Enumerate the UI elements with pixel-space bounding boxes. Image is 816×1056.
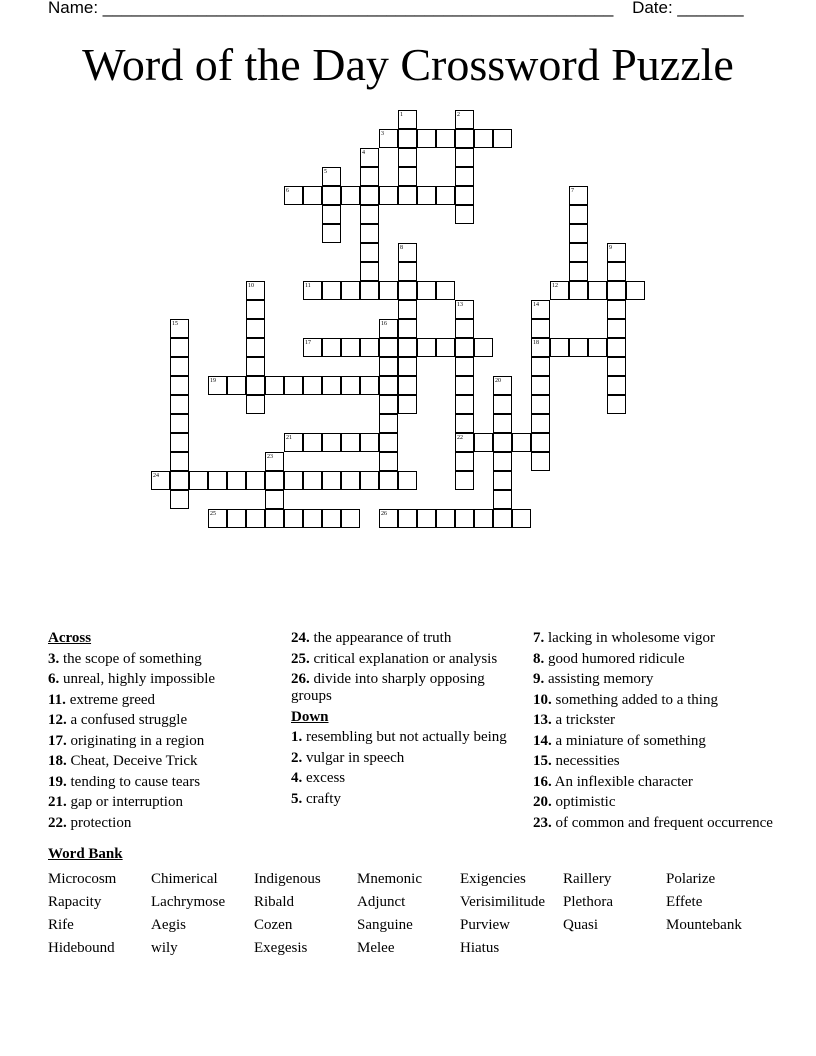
clue-item — [48, 753, 283, 770]
clue-number: 20 — [495, 378, 501, 384]
word-bank-word: Hiatus — [460, 940, 500, 956]
grid-cell[interactable] — [398, 300, 417, 319]
grid-cell[interactable] — [322, 338, 341, 357]
grid-cell[interactable] — [607, 281, 626, 300]
clue-item — [291, 651, 521, 668]
clue-text: originating in a region — [66, 732, 205, 749]
grid-cell[interactable] — [322, 376, 341, 395]
clue-text: divide into sharply opposing groups — [291, 671, 485, 704]
grid-cell[interactable] — [322, 471, 341, 490]
grid-cell[interactable] — [360, 186, 379, 205]
clue-item — [291, 791, 521, 808]
grid-cell[interactable] — [455, 319, 474, 338]
clue-number-label: 24. — [291, 630, 310, 646]
grid-cell[interactable] — [284, 376, 303, 395]
grid-cell[interactable] — [322, 509, 341, 528]
clue-number-label: 13. — [533, 712, 552, 728]
grid-cell[interactable] — [493, 414, 512, 433]
grid-cell[interactable] — [379, 414, 398, 433]
word-bank-word: Hidebound — [48, 940, 115, 956]
grid-cell[interactable] — [455, 167, 474, 186]
grid-cell[interactable] — [246, 319, 265, 338]
grid-cell[interactable] — [398, 319, 417, 338]
clue-number-label: 25. — [291, 650, 310, 667]
clue-text: resembling but not actually being — [302, 729, 507, 745]
word-bank-word: Raillery — [563, 871, 612, 887]
grid-cell[interactable] — [189, 471, 208, 490]
grid-cell[interactable] — [379, 395, 398, 414]
grid-cell[interactable] — [569, 281, 588, 300]
clues-column-3 — [533, 630, 773, 835]
grid-cell[interactable] — [436, 338, 455, 357]
grid-cell[interactable] — [246, 509, 265, 528]
clue-text: An inflexible character — [551, 773, 693, 790]
grid-cell[interactable] — [455, 452, 474, 471]
grid-cell[interactable] — [322, 433, 341, 452]
clue-number: 1 — [400, 112, 403, 118]
clue-text: something added to a thing — [551, 691, 718, 708]
grid-cell[interactable] — [550, 338, 569, 357]
name-field[interactable]: Name: ______________________________________________________ — [48, 0, 614, 17]
clue-item — [291, 750, 521, 767]
clue-item — [48, 651, 283, 668]
grid-cell[interactable] — [398, 148, 417, 167]
date-field[interactable]: Date: _______ — [632, 0, 744, 17]
down-heading: Down — [291, 708, 329, 725]
word-bank-word: Microcosm — [48, 871, 117, 887]
grid-cell[interactable] — [455, 471, 474, 490]
grid-cell[interactable] — [322, 281, 341, 300]
clue-number-label: 2. — [291, 749, 303, 766]
grid-cell[interactable] — [398, 471, 417, 490]
grid-cell[interactable] — [398, 262, 417, 281]
clue-text: crafty — [302, 790, 341, 807]
grid-cell[interactable] — [322, 186, 341, 205]
grid-cell[interactable] — [398, 338, 417, 357]
grid-cell[interactable] — [246, 395, 265, 414]
word-bank-title: Word Bank — [48, 846, 123, 862]
clue-number-label: 4. — [291, 770, 303, 786]
grid-cell[interactable] — [455, 205, 474, 224]
word-bank-word: Mountebank — [666, 917, 742, 933]
grid-cell[interactable] — [360, 243, 379, 262]
grid-cell[interactable] — [436, 281, 455, 300]
grid-cell[interactable] — [341, 471, 360, 490]
grid-cell[interactable] — [303, 186, 322, 205]
word-bank-word: Exegesis — [254, 940, 308, 956]
grid-cell[interactable] — [493, 395, 512, 414]
grid-cell[interactable] — [512, 509, 531, 528]
grid-cell[interactable] — [417, 281, 436, 300]
grid-cell[interactable] — [360, 433, 379, 452]
clue-text: a trickster — [551, 712, 616, 728]
grid-cell[interactable] — [360, 205, 379, 224]
clue-number-label: 16. — [533, 773, 552, 790]
grid-cell[interactable] — [398, 129, 417, 148]
clue-item — [533, 794, 773, 811]
clue-text: lacking in wholesome vigor — [544, 630, 716, 646]
word-bank-row — [48, 937, 788, 960]
clue-number: 13 — [457, 302, 463, 308]
word-bank-word: Quasi — [563, 917, 598, 933]
grid-cell[interactable] — [607, 338, 626, 357]
grid-cell[interactable] — [170, 357, 189, 376]
word-bank-row — [48, 914, 788, 937]
grid-cell[interactable] — [588, 281, 607, 300]
clue-number-label: 14. — [533, 732, 552, 749]
word-bank-word: Exigencies — [460, 871, 526, 887]
grid-cell[interactable] — [607, 395, 626, 414]
word-bank-word: Melee — [357, 940, 395, 956]
clue-text: excess — [302, 770, 346, 786]
word-bank-word: Rife — [48, 917, 74, 933]
clue-number-label: 5. — [291, 790, 303, 807]
clue-number-label: 11. — [48, 691, 66, 708]
grid-cell[interactable] — [360, 376, 379, 395]
grid-cell[interactable] — [303, 433, 322, 452]
clue-item — [533, 712, 773, 729]
clue-text: gap or interruption — [66, 794, 183, 810]
word-bank-word: Adjunct — [357, 894, 406, 910]
grid-cell[interactable] — [341, 338, 360, 357]
grid-cell[interactable] — [246, 338, 265, 357]
grid-cell[interactable] — [360, 471, 379, 490]
clue-text: tending to cause tears — [66, 773, 201, 790]
grid-cell[interactable] — [607, 357, 626, 376]
clue-text: critical explanation or analysis — [309, 650, 498, 667]
grid-cell[interactable] — [493, 471, 512, 490]
word-bank-word: Verisimilitude — [460, 894, 545, 910]
across-clue-list-continued — [291, 630, 521, 705]
grid-cell[interactable] — [607, 300, 626, 319]
grid-cell[interactable] — [379, 471, 398, 490]
word-bank-word: Indigenous — [254, 871, 321, 887]
down-clue-list — [291, 729, 521, 808]
grid-cell[interactable] — [303, 509, 322, 528]
clue-number-label: 18. — [48, 753, 67, 769]
clue-item — [533, 671, 773, 688]
grid-cell[interactable] — [455, 509, 474, 528]
grid-cell[interactable] — [493, 129, 512, 148]
clue-number: 6 — [286, 188, 289, 194]
clue-number-label: 10. — [533, 691, 552, 708]
grid-cell[interactable] — [455, 338, 474, 357]
clue-number-label: 6. — [48, 671, 60, 687]
clue-number: 17 — [305, 340, 311, 346]
grid-cell[interactable] — [493, 452, 512, 471]
clue-number: 4 — [362, 150, 365, 156]
grid-cell[interactable] — [474, 509, 493, 528]
clue-text: protection — [66, 814, 132, 831]
clue-number: 2 — [457, 112, 460, 118]
grid-cell[interactable] — [531, 433, 550, 452]
clue-number-label: 21. — [48, 794, 67, 810]
clue-number: 15 — [172, 321, 178, 327]
clue-number: 5 — [324, 169, 327, 175]
grid-cell[interactable] — [455, 357, 474, 376]
grid-cell[interactable] — [170, 452, 189, 471]
grid-cell[interactable] — [493, 490, 512, 509]
clue-number: 16 — [381, 321, 387, 327]
word-bank-word: Ribald — [254, 894, 294, 910]
grid-cell[interactable] — [360, 262, 379, 281]
grid-cell[interactable] — [265, 509, 284, 528]
clue-number-label: 15. — [533, 753, 552, 769]
grid-cell[interactable] — [303, 376, 322, 395]
clue-text: of common and frequent occurrence — [551, 814, 773, 831]
grid-cell[interactable] — [398, 376, 417, 395]
clue-number: 9 — [609, 245, 612, 251]
clue-number: 24 — [153, 473, 159, 479]
clue-number: 12 — [552, 283, 558, 289]
clue-text: good humored ridicule — [544, 650, 685, 667]
clue-item — [533, 692, 773, 709]
word-bank-word: wily — [151, 940, 178, 956]
clue-number: 14 — [533, 302, 539, 308]
grid-cell[interactable] — [436, 186, 455, 205]
clue-number-label: 12. — [48, 712, 67, 728]
grid-cell[interactable] — [208, 471, 227, 490]
grid-cell[interactable] — [531, 376, 550, 395]
clue-number-label: 22. — [48, 814, 67, 831]
grid-cell[interactable] — [246, 471, 265, 490]
clue-item — [48, 815, 283, 832]
grid-cell[interactable] — [341, 376, 360, 395]
grid-cell[interactable] — [569, 205, 588, 224]
grid-cell[interactable] — [379, 338, 398, 357]
grid-cell[interactable] — [569, 262, 588, 281]
word-bank-row — [48, 868, 788, 891]
clue-number: 25 — [210, 511, 216, 517]
grid-cell[interactable] — [569, 338, 588, 357]
clue-item — [291, 671, 521, 705]
grid-cell[interactable] — [379, 376, 398, 395]
grid-cell[interactable] — [531, 357, 550, 376]
grid-cell[interactable] — [227, 471, 246, 490]
grid-cell[interactable] — [607, 319, 626, 338]
grid-cell[interactable] — [246, 357, 265, 376]
grid-cell[interactable] — [341, 509, 360, 528]
clue-number-label: 3. — [48, 650, 60, 667]
grid-cell[interactable] — [417, 338, 436, 357]
clue-text: necessities — [551, 753, 620, 769]
clue-text: unreal, highly impossible — [59, 671, 216, 687]
clue-number: 8 — [400, 245, 403, 251]
clue-number-label: 17. — [48, 732, 67, 749]
grid-cell[interactable] — [398, 357, 417, 376]
grid-cell[interactable] — [626, 281, 645, 300]
grid-cell[interactable] — [398, 509, 417, 528]
clue-text: extreme greed — [65, 691, 156, 708]
clue-text: the scope of something — [59, 650, 202, 667]
grid-cell[interactable] — [170, 414, 189, 433]
grid-cell[interactable] — [170, 433, 189, 452]
clue-number-label: 19. — [48, 773, 67, 790]
word-bank-word: Mnemonic — [357, 871, 422, 887]
clue-text: assisting memory — [544, 671, 654, 687]
clue-item — [533, 774, 773, 791]
grid-cell[interactable] — [531, 319, 550, 338]
clue-item — [291, 630, 521, 647]
grid-cell[interactable] — [512, 433, 531, 452]
clue-item — [533, 630, 773, 647]
clue-number-label: 1. — [291, 729, 303, 745]
grid-cell[interactable] — [170, 376, 189, 395]
word-bank-word: Aegis — [151, 917, 186, 933]
grid-cell[interactable] — [417, 129, 436, 148]
across-heading: Across — [48, 630, 92, 646]
grid-cell[interactable] — [398, 167, 417, 186]
clue-text: a confused struggle — [66, 712, 188, 728]
grid-cell[interactable] — [265, 490, 284, 509]
grid-cell[interactable] — [455, 414, 474, 433]
grid-cell[interactable] — [379, 186, 398, 205]
grid-cell[interactable] — [588, 338, 607, 357]
word-bank-word: Cozen — [254, 917, 293, 933]
clue-number: 10 — [248, 283, 254, 289]
word-bank-word: Polarize — [666, 871, 716, 887]
clue-item — [291, 770, 521, 787]
word-bank-row — [48, 891, 788, 914]
clue-item — [533, 733, 773, 750]
grid-cell[interactable] — [379, 433, 398, 452]
down-clue-list-continued — [533, 630, 773, 832]
grid-cell[interactable] — [474, 338, 493, 357]
clue-number: 19 — [210, 378, 216, 384]
grid-cell[interactable] — [265, 471, 284, 490]
grid-cell[interactable] — [360, 167, 379, 186]
grid-cell[interactable] — [493, 509, 512, 528]
grid-cell[interactable] — [246, 300, 265, 319]
grid-cell[interactable] — [417, 509, 436, 528]
grid-cell[interactable] — [569, 224, 588, 243]
clue-text: the appearance of truth — [309, 630, 452, 646]
clue-item — [48, 712, 283, 729]
word-bank-word: Purview — [460, 917, 510, 933]
grid-cell[interactable] — [360, 224, 379, 243]
page-title: Word of the Day Crossword Puzzle — [82, 39, 734, 90]
clue-text: Cheat, Deceive Trick — [66, 753, 198, 769]
grid-cell[interactable] — [493, 433, 512, 452]
grid-cell[interactable] — [170, 395, 189, 414]
grid-cell[interactable] — [322, 205, 341, 224]
grid-cell[interactable] — [398, 395, 417, 414]
grid-cell[interactable] — [455, 129, 474, 148]
grid-cell[interactable] — [170, 338, 189, 357]
grid-cell[interactable] — [531, 414, 550, 433]
word-bank-word: Lachrymose — [151, 894, 226, 910]
grid-cell[interactable] — [303, 471, 322, 490]
grid-cell[interactable] — [607, 262, 626, 281]
clue-number-label: 8. — [533, 650, 545, 667]
clue-item — [48, 671, 283, 688]
grid-cell[interactable] — [360, 281, 379, 300]
clues-column-2 — [291, 630, 521, 811]
clue-number: 3 — [381, 131, 384, 137]
grid-cell[interactable] — [455, 395, 474, 414]
grid-cell[interactable] — [455, 376, 474, 395]
clue-number-label: 7. — [533, 630, 545, 646]
word-bank-word: Effete — [666, 894, 703, 910]
clue-number: 26 — [381, 511, 387, 517]
clue-number: 22 — [457, 435, 463, 441]
clue-number-label: 9. — [533, 671, 545, 687]
grid-cell[interactable] — [322, 224, 341, 243]
grid-cell[interactable] — [398, 186, 417, 205]
grid-cell[interactable] — [379, 452, 398, 471]
clue-number: 23 — [267, 454, 273, 460]
grid-cell[interactable] — [341, 186, 360, 205]
grid-cell[interactable] — [531, 395, 550, 414]
clue-item — [48, 692, 283, 709]
word-bank-word: Rapacity — [48, 894, 102, 910]
grid-cell[interactable] — [455, 148, 474, 167]
grid-cell[interactable] — [531, 452, 550, 471]
grid-cell[interactable] — [341, 433, 360, 452]
clue-item — [533, 753, 773, 770]
word-bank-word: Sanguine — [357, 917, 413, 933]
word-bank-word: Plethora — [563, 894, 613, 910]
grid-cell[interactable] — [474, 433, 493, 452]
grid-cell[interactable] — [474, 129, 493, 148]
clue-item — [48, 733, 283, 750]
grid-cell[interactable] — [398, 281, 417, 300]
grid-cell[interactable] — [436, 129, 455, 148]
word-bank — [48, 868, 788, 960]
grid-cell[interactable] — [417, 186, 436, 205]
clue-number-label: 23. — [533, 814, 552, 831]
grid-cell[interactable] — [227, 376, 246, 395]
grid-cell[interactable] — [379, 357, 398, 376]
clue-item — [48, 794, 283, 811]
clue-text: a miniature of something — [551, 732, 706, 749]
grid-cell[interactable] — [436, 509, 455, 528]
grid-cell[interactable] — [569, 243, 588, 262]
grid-cell[interactable] — [265, 376, 284, 395]
grid-cell[interactable] — [360, 338, 379, 357]
clue-number-label: 20. — [533, 794, 552, 810]
grid-cell[interactable] — [170, 490, 189, 509]
clue-number: 21 — [286, 435, 292, 441]
word-bank-word: Chimerical — [151, 871, 218, 887]
grid-cell[interactable] — [284, 471, 303, 490]
clue-item — [291, 729, 521, 746]
clue-number: 7 — [571, 188, 574, 194]
clue-item — [48, 774, 283, 791]
clue-number: 11 — [305, 283, 311, 289]
grid-cell[interactable] — [246, 376, 265, 395]
grid-cell[interactable] — [227, 509, 246, 528]
clue-text: vulgar in speech — [302, 749, 405, 766]
clue-item — [533, 815, 773, 832]
clue-number: 18 — [533, 340, 539, 346]
grid-cell[interactable] — [284, 509, 303, 528]
across-clue-list — [48, 651, 283, 832]
grid-cell[interactable] — [455, 186, 474, 205]
grid-cell[interactable] — [170, 471, 189, 490]
grid-cell[interactable] — [379, 281, 398, 300]
clue-number-label: 26. — [291, 671, 310, 687]
grid-cell[interactable] — [341, 281, 360, 300]
clues-column-1 — [48, 630, 283, 835]
clue-text: optimistic — [551, 794, 616, 810]
grid-cell[interactable] — [607, 376, 626, 395]
clue-item — [533, 651, 773, 668]
